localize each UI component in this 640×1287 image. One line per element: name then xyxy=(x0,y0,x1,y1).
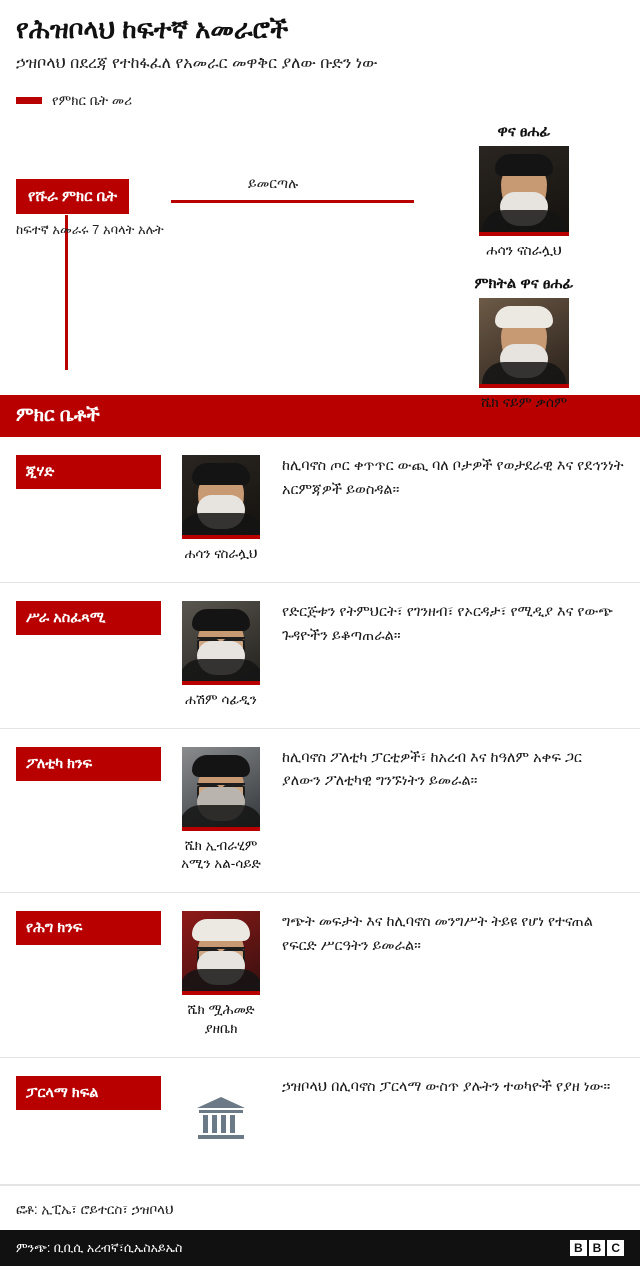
council-person-name: ሼክ ሟሕመድ ያዘቤክ xyxy=(187,1002,255,1037)
council-label-cell xyxy=(16,747,166,781)
council-label: የሕግ ክንፍ xyxy=(16,911,161,945)
table-row xyxy=(0,437,640,583)
header xyxy=(0,0,640,75)
council-label: ጂሃድ xyxy=(16,455,161,489)
deputy-secretary-name: ሼክ ናይም ቃሰም xyxy=(480,394,568,411)
table-row xyxy=(0,583,640,729)
footer-bar xyxy=(0,1230,640,1266)
robe-shape xyxy=(182,513,260,535)
shura-council-node xyxy=(16,179,171,239)
council-portrait xyxy=(182,747,260,831)
council-description: ግጭት መፍታት እና ከሊባኖስ መንግሥት ትይዩ የሆነ የተናጠል የፍርድ ሥርዓትን ይመራል። xyxy=(282,914,593,955)
council-portrait xyxy=(182,911,260,995)
turban-icon xyxy=(495,154,553,176)
table-row xyxy=(0,893,640,1058)
page-subtitle: ኃዝቦላህ በደረጃ የተከፋፈለ የአመራር መዋቅር ያለው ቡድን ነው xyxy=(16,55,378,73)
council-person-cell xyxy=(166,911,276,1039)
council-person-cell xyxy=(166,601,276,710)
council-label-cell xyxy=(16,455,166,489)
council-description: ከሊባኖስ ፖለቲካ ፓርቲዎች፣ ከአረብ እና ከዓለም አቀፍ ጋር ያለውን ፖለቲካዊ ግንኙነትን ይመራል። xyxy=(282,749,582,790)
deputy-secretary-role: ምክትል ዋና ፀሐፊ xyxy=(474,275,574,293)
table-row xyxy=(0,729,640,894)
council-portrait xyxy=(182,455,260,539)
council-label: ፓርላማ ክፍል xyxy=(16,1076,161,1110)
council-label-cell xyxy=(16,601,166,635)
council-label: ፖለቲካ ክንፍ xyxy=(16,747,161,781)
robe-shape xyxy=(182,805,260,827)
turban-icon xyxy=(192,609,250,631)
connector-label: ይመርጣሉ xyxy=(248,174,299,191)
council-description: ከሊባኖስ ጦር ቀጥጥር ውጪ ባለ ቦታዎች የወታደራዊ እና የደኅንነት አርምጃዎች ይወስዳል። xyxy=(282,457,624,498)
shura-council-box: የሹራ ምክር ቤት xyxy=(16,179,129,214)
connector-horizontal xyxy=(171,200,414,203)
parliament-icon xyxy=(182,1076,260,1160)
council-label-cell xyxy=(16,1076,166,1110)
council-description: ኃዝቦላህ በሊባኖስ ፓርላማ ውስጥ ያሉትን ተወካዮች የያዘ ነው። xyxy=(282,1079,611,1096)
council-person-cell xyxy=(166,747,276,875)
deputy-secretary-portrait xyxy=(479,298,569,388)
legend-color-swatch xyxy=(16,97,42,104)
section-band-councils: ምክር ቤቶች xyxy=(0,395,640,437)
shura-council-caption: ከፍተኛ አመራሩ 7 አባላት አሉት xyxy=(16,221,164,237)
secretary-general-portrait xyxy=(479,146,569,236)
sources-note: ፎቶ: ኢፒኤ፣ ሮይተርስ፣ ኃዝቦላህ xyxy=(0,1185,640,1230)
turban-icon xyxy=(192,463,250,485)
table-row xyxy=(0,1058,640,1185)
council-person-name: ሐሳን ናስራሏህ xyxy=(184,545,258,561)
robe-shape xyxy=(182,659,260,681)
legend xyxy=(0,93,640,109)
leadership-column xyxy=(424,123,624,412)
legend-label: የምክር ቤት መሪ xyxy=(52,92,132,108)
turban-icon xyxy=(495,306,553,328)
bbc-logo xyxy=(570,1240,624,1256)
council-portrait xyxy=(182,601,260,685)
bbc-logo-letter-c: C xyxy=(607,1240,624,1256)
bbc-logo-letter-b2: B xyxy=(589,1240,606,1256)
page-title: የሕዝቦላህ ከፍተኛ አመራሮች xyxy=(16,14,289,44)
credit-note: ምንጭ: ቢቢሲ አረብኛ፣ሲኤስአይኤስ xyxy=(16,1240,183,1255)
secretary-general-role: ዋና ፀሐፊ xyxy=(497,122,551,140)
org-chart xyxy=(0,122,640,411)
council-description: የድርጅቱን የትምህርት፣ የገንዘብ፣ የኦርዳታ፣ የሚዲያ እና የውጭ ጉዳዮችን ይቆጣጠራል። xyxy=(282,603,613,644)
secretary-general-name: ሐሳን ናስራሏህ xyxy=(486,241,562,258)
bbc-logo-letter-b1: B xyxy=(570,1240,587,1256)
council-person-name: ሐሽም ሳፊዲን xyxy=(185,691,257,707)
council-person-name: ሼክ ኢብራሂም አሚን አል-ሳይድ xyxy=(181,837,261,872)
council-icon-cell xyxy=(166,1076,276,1166)
robe-shape xyxy=(482,210,566,232)
council-label-cell xyxy=(16,911,166,945)
council-label: ሥራ አስፈጻሚ xyxy=(16,601,161,635)
turban-icon xyxy=(192,755,250,777)
robe-shape xyxy=(482,362,566,384)
robe-shape xyxy=(182,969,260,991)
turban-icon xyxy=(192,919,250,941)
council-person-cell xyxy=(166,455,276,564)
